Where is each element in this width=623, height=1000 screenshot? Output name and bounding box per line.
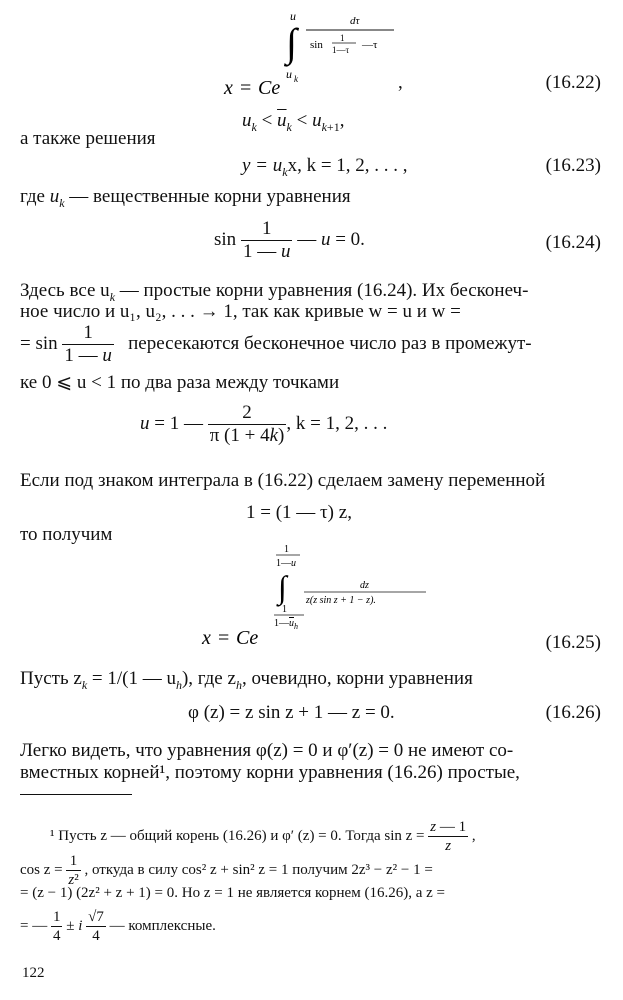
- paragraph-here-line3: = sin $\frac{1}{1 — u}$ пересекаются бесконечное число раз в промежут-: [20, 322, 532, 366]
- eq-comma: ,: [398, 72, 403, 93]
- svg-text:1—u: 1—u: [276, 558, 296, 569]
- text-also-solutions: а также решения: [20, 128, 156, 149]
- svg-text:sin: sin: [310, 39, 323, 51]
- svg-text:k: k: [294, 74, 298, 84]
- svg-text:x: x: [202, 627, 211, 649]
- page-number: 122: [22, 965, 45, 981]
- equation-16-22-graphic: [222, 6, 422, 106]
- eq-number-16-26: (16.26): [545, 702, 601, 723]
- footnote-line3: = (z − 1) (2z² + z + 1) = 0. Но z = 1 не является корнем (16.26), а z =: [20, 885, 445, 901]
- svg-text:1: 1: [284, 544, 289, 555]
- paragraph-here-line4: ке 0 ⩽ u < 1 по два раза между точками: [20, 372, 340, 393]
- paragraph-here-line1: Здесь все $u_k$ — простые корни уравнения (16.24). Их бесконеч-: [20, 280, 529, 304]
- svg-text:∫: ∫: [286, 20, 297, 65]
- svg-text:Ce: Ce: [236, 627, 259, 649]
- svg-text:1: 1: [282, 604, 287, 615]
- svg-text:x: x: [224, 77, 233, 99]
- eq-number-16-25: (16.25): [545, 632, 601, 653]
- equation-16-23: $y = u_kx$, k = 1, 2, . . . ,: [242, 155, 408, 179]
- svg-text:—τ: —τ: [362, 39, 378, 51]
- svg-text:1: 1: [340, 33, 345, 43]
- svg-text:=: =: [240, 77, 252, 99]
- svg-text:∫: ∫: [278, 569, 287, 605]
- footnote-divider: [20, 794, 132, 795]
- equation-16-24: sin $\frac{1}{1 — u}$ — u = 0.: [214, 218, 365, 262]
- footnote-line1: ¹ Пусть z — общий корень (16.26) и φ′ (z) = 0. Тогда sin z = $\frac{z — 1}{z}$ ,: [50, 819, 476, 854]
- eq-number-16-24: (16.24): [545, 232, 601, 253]
- text-then-get: то получим: [20, 524, 113, 545]
- svg-text:Ce: Ce: [258, 77, 281, 99]
- svg-text:dz: dz: [360, 580, 369, 591]
- paragraph-if-line: Если под знаком интеграла в (16.22) сделаем замену переменной: [20, 470, 546, 491]
- footnote-line2: cos z = $\frac{1}{\text{z²}}$ , откуда в силу cos² z + sin² z = 1 получим 2z³ − z² − 1 =: [20, 853, 433, 888]
- equation-16-26: φ (z) = z sin z + 1 — z = 0.: [188, 702, 395, 723]
- svg-text:z(z sin z + 1 − z).: z(z sin z + 1 − z).: [306, 595, 376, 606]
- svg-text:u: u: [290, 9, 296, 23]
- uk-inequality: $u_k < \overline{u}_k < u_{k+1}$,: [242, 110, 345, 134]
- equation-substitution: 1 = (1 — τ) z,: [246, 502, 352, 523]
- svg-text:1—uh: $1—u_h$: [274, 618, 298, 631]
- paragraph-easy-line2: вместных корней¹, поэтому корни уравнения (16.26) простые,: [20, 762, 520, 783]
- svg-text:u: u: [286, 67, 292, 81]
- eq-number-16-23: (16.23): [545, 155, 601, 176]
- svg-text:dτ: dτ: [350, 15, 360, 27]
- eq-number-16-22: (16.22): [545, 72, 601, 93]
- paragraph-here-line2: ное число и u₁, u₂, . . . → 1, так как кривые w = u и w =: [20, 301, 461, 322]
- paragraph-easy-line1: Легко видеть, что уравнения φ(z) = 0 и φ′(z) = 0 не имеют со-: [20, 740, 514, 761]
- equation-16-22: [222, 6, 422, 106]
- equation-16-25: [200, 540, 440, 650]
- equation-u-points: u = 1 — $\frac{2}{\pi (1 + 4k)}$ , k = 1, 2, . . .: [140, 402, 388, 446]
- paragraph-let: Пусть $z_k = 1/(1$ — $u_h$), где $z_h$, очевидно, корни уравнения: [20, 668, 473, 692]
- footnote-line4: = — $\frac{1}{4}$ ± i $\frac{√7}{4}$ — комплексные.: [20, 909, 216, 944]
- equation-16-25-graphic: [200, 540, 440, 650]
- svg-text:1—τ: 1—τ: [332, 45, 350, 55]
- svg-text:=: =: [218, 627, 230, 649]
- text-where-uk: где $u_k$ — вещественные корни уравнения: [20, 186, 351, 210]
